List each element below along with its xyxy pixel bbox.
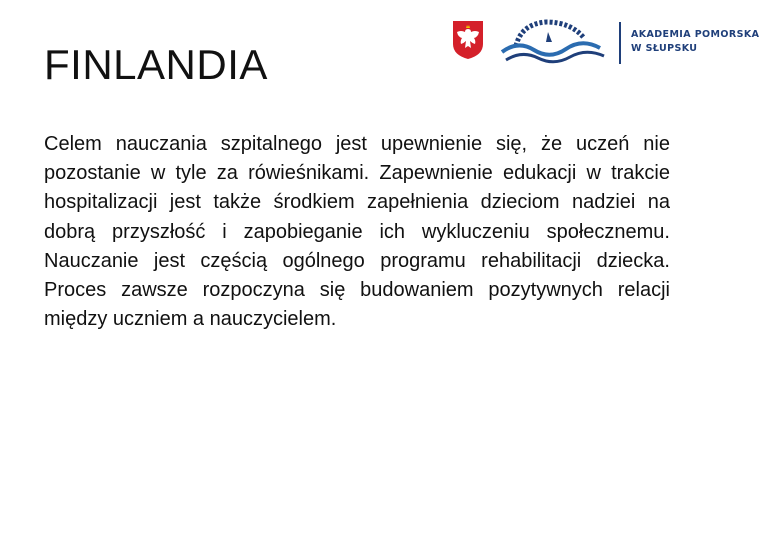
institution-name-line2: W SŁUPSKU — [631, 43, 698, 54]
institution-name-line1: AKADEMIA POMORSKA — [631, 29, 759, 40]
institution-name — [631, 28, 759, 56]
slide-body-text: Celem nauczania szpitalnego jest upewnienie się, że uczeń nie pozostanie w tyle za rówieśnikami. Zapewnienie edukacji w trakcie hospitalizacji jest także środkiem zapełnienia dzieciom nadziei na dobrą przyszłość i zapobieganie ich wykluczeniu społecznemu. Nauczanie jest częścią ogólnego programu rehabilitacji dziecka. Proces zawsze rozpoczyna się budowaniem pozytywnych relacji między uczniem a nauczycielem. — [44, 133, 670, 331]
logo-divider — [619, 22, 621, 64]
polish-eagle-emblem-icon — [452, 20, 484, 60]
header-logos — [452, 16, 759, 72]
university-wave-logo-icon — [496, 16, 612, 68]
slide-title: FINLANDIA — [44, 41, 268, 88]
